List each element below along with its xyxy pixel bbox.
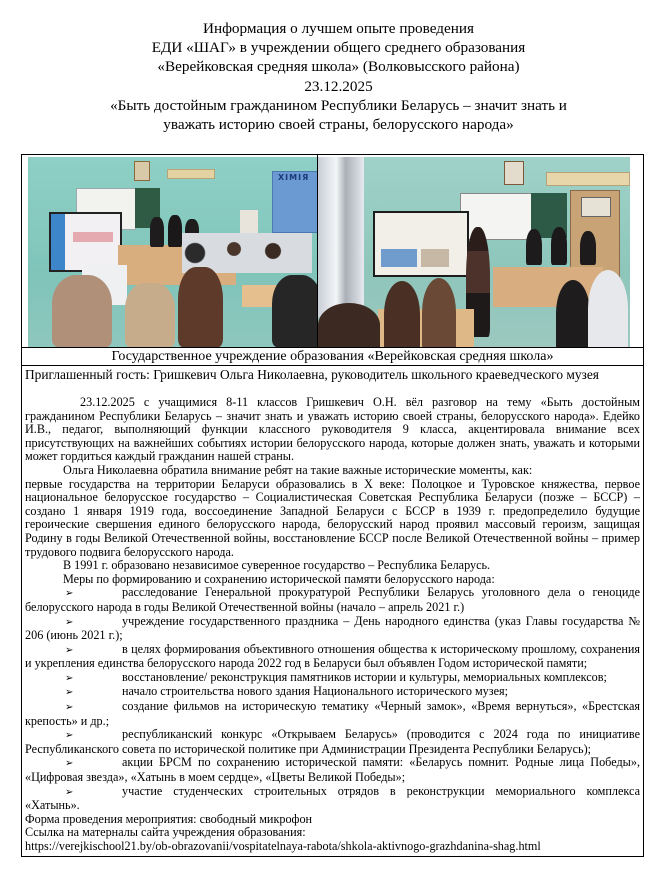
arrow-bullet-icon: ➢: [65, 758, 74, 770]
photo-right: [318, 155, 643, 347]
window-image: [318, 157, 364, 317]
paragraph-intro: 23.12.2025 с учащимися 8-11 классов Гришкевич О.Н. вёл разговор на тему «Быть достойным гражданином Республики Беларусь – значит знать и уважать историю своей страны, белорусского народа». Едейко И.В., педагог, выполняющий функции классного руководителя 9 класса, акцентировала внимание всех присутствующих на важнейших событиях истории белорусского народа, которые должен знать, уважать и которыми может гордиться каждый гражданин нашей страны.: [25, 395, 640, 464]
list-item-text: начало строительства нового здания Национального исторического музея;: [122, 684, 508, 699]
guest-line: Приглашенный гость: Гришкевич Ольга Николаевна, руководитель школьного краеведческого музея: [25, 367, 599, 382]
arrow-bullet-icon: ➢: [65, 702, 74, 714]
presentation-screen-image: [373, 211, 469, 277]
list-item-text: создание фильмов на историческую тематику «Черный замок», «Время вернуться», «Брестская крепость» и др.;: [25, 699, 640, 728]
paragraph-moments-intro: Ольга Николаевна обратила внимание ребят на такие важные исторические моменты, как:: [63, 462, 533, 477]
presenter-figure: [580, 231, 596, 265]
arrow-bullet-icon: ➢: [65, 786, 74, 798]
arrow-bullet-icon: ➢: [65, 687, 74, 699]
link-label: Ссылка на матерналы сайта учреждения образования:: [25, 825, 306, 840]
list-item-text: в целях формирования объективного отношения общества к историческому прошлому, сохранения и укрепления единства белорусского народа 2022 год в Беларуси был объявлен Годом исторической памяти;: [25, 641, 640, 671]
list-item: [25, 785, 640, 813]
list-item: [25, 615, 640, 643]
report-body: [22, 367, 643, 856]
student-figure: [178, 267, 223, 347]
list-item: [25, 700, 640, 728]
event-form-line: Форма проведения мероприятия: свободный микрофон: [25, 811, 313, 826]
photos-row: [22, 155, 643, 348]
list-item: [25, 671, 640, 686]
measures-intro: Меры по формированию и сохранению исторической памяти белорусского народа:: [63, 571, 495, 586]
info-table: [21, 154, 644, 857]
list-item-text: участие студенческих строительных отрядов в реконструкции мемориального комплекса «Хатынь».: [25, 783, 640, 813]
list-item: [25, 728, 640, 756]
wall-banner-image: [167, 169, 215, 179]
student-figure: [52, 275, 112, 347]
arrow-bullet-icon: ➢: [65, 616, 74, 628]
presenter-figure: [150, 217, 164, 247]
list-item: [25, 685, 640, 700]
header-date: 23.12.2025: [304, 77, 373, 95]
presentation-screen-image: [49, 212, 122, 272]
chemistry-poster: [272, 171, 318, 233]
state-emblem-image: [134, 161, 150, 181]
paragraph-moments: первые государства на территории Беларуси образовались в X веке: Полоцкое и Туровское княжества, первое национальное белорусское государство – Социалистическая Советская Республика Беларуси (позже – БССР) – создано 1 января 1919 года, воссоединение Западной Беларуси с БССР в 1939 г. предопределило будущие героические свершения единого белорусского народа, белорусский народ проявил массовый героизм, защищая Родину в годы Великой Отечественной войны, восстановление БССР после Великой Отечественной войны – пример трудового подвига белорусского народа.: [25, 476, 640, 559]
header-topic-line-1: «Быть достойным гражданином Республики Беларусь – значит знать и: [110, 96, 567, 114]
arrow-bullet-icon: ➢: [65, 672, 74, 684]
presenter-figure: [526, 229, 542, 265]
school-site-link[interactable]: https://verejkischool21.by/ob-obrazovanii/vospitatelnaya-rabota/shkola-aktivnogo-grazhdanina-shag.html: [25, 839, 541, 853]
photo-left: [22, 155, 318, 347]
student-figure: [125, 283, 175, 347]
list-item-text: учреждение государственного праздника – День народного единства (указ Главы государства № 206 (июнь 2021 г.);: [25, 613, 640, 643]
list-item-text: расследование Генеральной прокуратурой Республики Беларусь уголовного дела о геноциде белорусского народа в годы Великой Отечественной войны (начало – апрель 2021 г.): [25, 585, 640, 614]
spacer: [25, 382, 640, 396]
presenter-figure: [551, 227, 567, 265]
measures-list: [25, 586, 640, 813]
arrow-bullet-icon: ➢: [65, 588, 74, 600]
list-item: [25, 756, 640, 784]
arrow-bullet-icon: ➢: [65, 644, 74, 656]
list-item-text: акции БРСМ по сохранению исторической памяти: «Беларусь помнит. Родные лица Победы», «Цифровая звезда», «Хатынь в моем сердце», «Цветы Великой Победы»;: [25, 755, 640, 785]
arrow-bullet-icon: ➢: [65, 730, 74, 742]
list-item: [25, 643, 640, 671]
header-line-1: Информация о лучшем опыте проведения: [203, 20, 474, 37]
header-line-3: «Верейковская средняя школа» (Волковысского района): [157, 58, 520, 76]
header-line-2: ЕДИ «ШАГ» в учреждении общего среднего образования: [151, 39, 526, 57]
student-figure: [422, 278, 456, 347]
paragraph-independence: В 1991 г. образовано независимое суверенное государство – Республика Беларусь.: [63, 558, 491, 573]
list-item-text: республиканский конкурс «Открываем Беларусь» (проводится с 2024 года по инициативе Республиканского совета по исторической политике при Администрации Президента Республики Беларусь);: [25, 727, 640, 756]
state-emblem-image: [504, 161, 524, 185]
student-figure: [384, 281, 420, 347]
document-header: [0, 19, 649, 134]
poster-title: ХІМІЯ: [278, 173, 310, 182]
wall-banner-image: [546, 172, 630, 186]
list-item-text: восстановление/ реконструкция памятников истории и культуры, мемориальных комплексов;: [122, 669, 607, 684]
student-figure: [318, 303, 380, 347]
school-name-row: Государственное учреждение образования «Верейковская средняя школа»: [22, 348, 643, 366]
presenter-figure: [168, 215, 182, 247]
student-figure: [556, 280, 590, 347]
header-topic-line-2: уважать историю своей страны, белорусского народа»: [163, 116, 514, 134]
student-figure: [272, 275, 318, 347]
list-item: [25, 586, 640, 614]
student-figure: [588, 270, 628, 347]
